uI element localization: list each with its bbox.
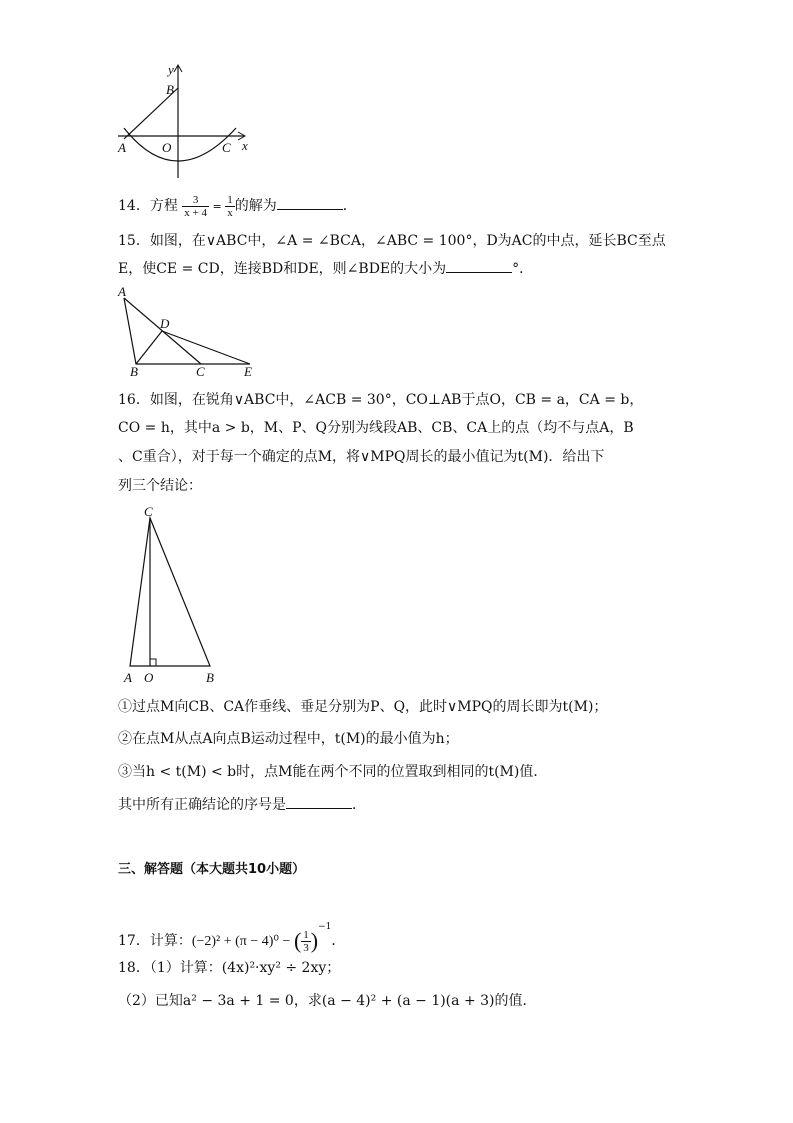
q17-frac-num: 1 [303,928,309,941]
question-16-line-3: 、C重合），对于每一个确定的点M，将∨MPQ周长的最小值记为t(M)．给出下 [118,449,605,465]
label-b: B [166,82,174,97]
label-a: A [118,284,126,299]
q15-line2-b: °． [512,261,534,277]
q17-expr: (−2)² + (π − 4)⁰ − [191,934,294,949]
q14-eq: = [209,200,226,213]
segment-de [162,331,250,364]
figure-triangle-16 [118,502,228,684]
q17-end: ． [331,933,346,949]
q14-f2-num: 1 [227,193,233,206]
q14-prefix: 14．方程 [118,198,178,214]
figure-triangle-15 [112,284,262,376]
q14-f1-num: 3 [182,194,209,207]
q17-frac-den: 3 [303,941,309,954]
label-e: E [244,364,252,376]
label-d: D [160,316,170,331]
question-18-part-2: （2）已知a² − 3a + 1 = 0，求(a − 4)² + (a − 1)(a + 3)的值． [118,993,537,1009]
q17-exponent: −1 [318,922,332,932]
q15-line2-a: E，使CE = CD，连接BD和DE，则∠BDE的大小为 [118,261,447,277]
question-18-part-1: 18．（1）计算：(4x)²·xy² ÷ 2xy； [118,960,341,976]
figure-parabola [112,62,262,182]
question-16-line-1: 16．如图，在锐角∨ABC中，∠ACB = 30°，CO⊥AB于点O，CB = a，CA = b， [118,392,644,408]
label-y: y [168,62,174,77]
q14-f2-den: x [227,206,233,219]
question-15-line-2 [118,258,533,279]
q15-answer-blank[interactable] [446,258,512,273]
triangle-abc [130,518,210,666]
label-o: O [144,670,154,684]
conclusion-3: ③当h < t(M) < b时，点M能在两个不同的位置取到相同的t(M)值． [118,764,548,780]
conclusion-answer-end: ． [352,797,366,813]
q14-suffix: 的解为 [234,198,277,214]
q17-right-paren: ) [310,928,319,953]
right-angle-mark [150,659,156,666]
q14-f1-den: x + 4 [184,206,207,219]
q17-prefix: 17．计算： [118,933,192,949]
conclusion-2: ②在点M从点A向点B运动过程中，t(M)的最小值为h； [118,731,459,747]
label-b: B [130,364,138,376]
q14-answer-blank[interactable] [277,195,343,210]
conclusion-1: ①过点M向CB、CA作垂线、垂足分别为P、Q，此时∨MPQ的周长即为t(M)； [118,699,608,715]
question-16-line-2: CO = h，其中a > b，M、P、Q分别为线段AB、CB、CA上的点（均不与点A，B [118,420,634,436]
conclusion-answer-text: 其中所有正确结论的序号是 [118,797,286,813]
question-14 [118,192,357,221]
label-x: x [242,138,248,153]
segment-bd [136,331,162,364]
label-a: A [124,670,132,684]
label-o: O [162,140,172,155]
question-15-line-1: 15．如图，在∨ABC中，∠A = ∠BCA，∠ABC = 100°，D为AC的中点，延长BC至点 [118,233,666,249]
parabola-curve [124,128,236,161]
q14-end: ． [342,198,357,214]
conclusion-answer [118,794,366,815]
q14-fraction-1 [182,194,209,219]
label-b: B [206,670,214,684]
section-3-heading: 三、解答题（本大题共10小题） [118,862,306,877]
label-c: C [196,364,205,376]
label-a: A [118,140,126,155]
question-16-line-4: 列三个结论： [118,478,202,494]
label-c: C [222,140,231,155]
q17-left-paren: ( [293,928,302,953]
question-17 [118,910,345,959]
q16-answer-blank[interactable] [286,794,352,809]
label-c: C [144,504,153,519]
q17-fraction [301,929,311,954]
q14-fraction-2 [225,194,235,219]
